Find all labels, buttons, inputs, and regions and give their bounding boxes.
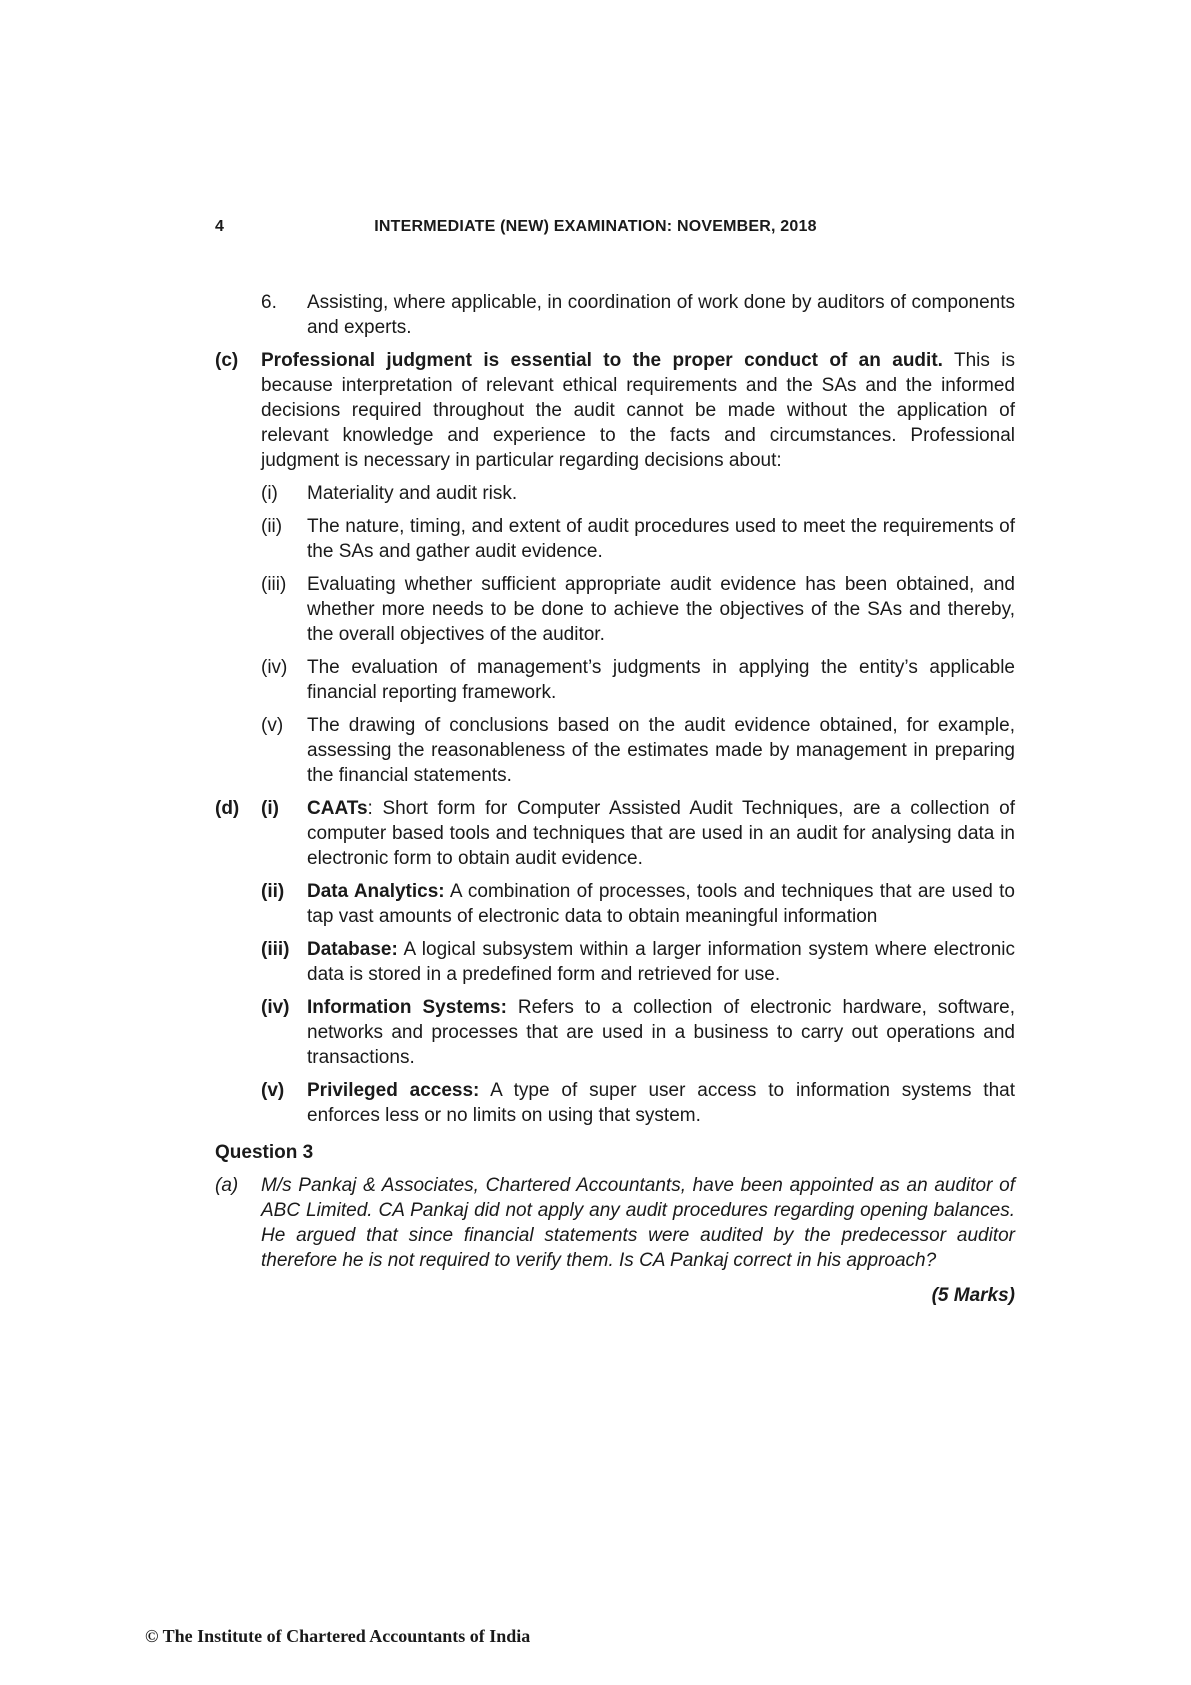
running-header: INTERMEDIATE (NEW) EXAMINATION: NOVEMBER, 2018 bbox=[374, 218, 817, 235]
definition-text: A combination of processes, tools and techniques that are used to tap vast amounts of electronic data to obtain meaningful information bbox=[307, 881, 1016, 927]
section-c-label: (c) bbox=[215, 350, 239, 371]
section-d-item-v bbox=[261, 1078, 1015, 1128]
marks-label: (5 Marks) bbox=[931, 1285, 1015, 1306]
list-item-text bbox=[307, 879, 1015, 929]
section-c bbox=[215, 348, 1015, 473]
question-part-text: M/s Pankaj & Associates, Chartered Accountants, have been appointed as an auditor of ABC Limited. CA Pankaj did not apply any audit procedures regarding opening balances. He argued that since financial statements were audited by the predecessor auditor therefore he is not required to verify them. Is CA Pankaj correct in his approach? bbox=[261, 1175, 1015, 1271]
section-c-item-iv bbox=[261, 655, 1015, 705]
list-item-text bbox=[307, 937, 1015, 987]
list-item-text: The nature, timing, and extent of audit procedures used to meet the requirements of the SAs and gather audit evidence. bbox=[307, 516, 1015, 562]
definition-term: Information Systems: bbox=[307, 997, 507, 1018]
list-item-label: (iii) bbox=[261, 939, 290, 960]
list-item-text bbox=[307, 995, 1015, 1070]
list-item-text: Materiality and audit risk. bbox=[307, 483, 518, 504]
section-c-bold-lead: Professional judgment is essential to the proper conduct of an audit. bbox=[261, 350, 943, 371]
list-item-text: The drawing of conclusions based on the audit evidence obtained, for example, assessing the reasonableness of the estimates made by management in preparing the financial statements. bbox=[307, 715, 1015, 786]
page-number: 4 bbox=[215, 218, 224, 235]
list-item-label: (ii) bbox=[261, 516, 283, 537]
section-c-item-iii bbox=[261, 572, 1015, 647]
section-d-item-ii bbox=[261, 879, 1015, 929]
definition-term: CAATs bbox=[307, 798, 368, 819]
list-item-6 bbox=[261, 290, 1015, 340]
section-c-item-i bbox=[261, 481, 1015, 506]
definition-text: A type of super user access to information systems that enforces less or no limits on using that system. bbox=[307, 1080, 1015, 1126]
list-item-text bbox=[307, 1078, 1015, 1128]
section-c-body: This is because interpretation of relevant ethical requirements and the SAs and the informed decisions required throughout the audit cannot be made without the application of relevant knowledge and experience to the facts and circumstances. Professional judgment is necessary in particular regarding decisions about: bbox=[261, 350, 1015, 471]
definition-text: A logical subsystem within a larger information system where electronic data is stored in a predefined form and retrieved for use. bbox=[307, 939, 1015, 985]
list-item-label: (iv) bbox=[261, 657, 288, 678]
list-item-text: The evaluation of management’s judgments in applying the entity’s applicable financial reporting framework. bbox=[307, 657, 1015, 703]
section-d-item-i bbox=[215, 796, 1015, 871]
question-part-label: (a) bbox=[215, 1175, 239, 1196]
section-d-item-iii bbox=[261, 937, 1015, 987]
list-item-text bbox=[307, 796, 1015, 871]
list-item-label: 6. bbox=[261, 292, 277, 313]
section-d-item-iv bbox=[261, 995, 1015, 1070]
section-c-item-v bbox=[261, 713, 1015, 788]
copyright-footer: © The Institute of Chartered Accountants of India bbox=[145, 1626, 531, 1646]
question-3-part-a bbox=[215, 1173, 1015, 1273]
list-item-label: (ii) bbox=[261, 881, 285, 902]
document-body bbox=[215, 290, 1015, 1308]
definition-term: Database: bbox=[307, 939, 398, 960]
list-item-text: Evaluating whether sufficient appropriate audit evidence has been obtained, and whether more needs to be done to achieve the objectives of the SAs and thereby, the overall objectives of the auditor. bbox=[307, 574, 1015, 645]
question-heading: Question 3 bbox=[215, 1142, 314, 1163]
list-item-label: (iii) bbox=[261, 574, 287, 595]
list-item-text: Assisting, where applicable, in coordination of work done by auditors of components and experts. bbox=[307, 292, 1015, 338]
list-item-label: (i) bbox=[261, 483, 278, 504]
list-item-label: (i) bbox=[261, 798, 279, 819]
section-c-item-ii bbox=[261, 514, 1015, 564]
section-d-label: (d) bbox=[215, 798, 240, 819]
definition-term: Data Analytics: bbox=[307, 881, 445, 902]
definition-text: : Short form for Computer Assisted Audit Techniques, are a collection of computer based tools and techniques that are used in an audit for analysing data in electronic form to obtain audit evidence. bbox=[307, 798, 1015, 869]
section-c-text bbox=[261, 348, 1015, 473]
definition-term: Privileged access: bbox=[307, 1080, 480, 1101]
definition-text: Refers to a collection of electronic hardware, software, networks and processes that are used in a business to carry out operations and transactions. bbox=[307, 997, 1015, 1068]
list-item-label: (v) bbox=[261, 1080, 285, 1101]
list-item-label: (iv) bbox=[261, 997, 290, 1018]
list-item-label: (v) bbox=[261, 715, 284, 736]
